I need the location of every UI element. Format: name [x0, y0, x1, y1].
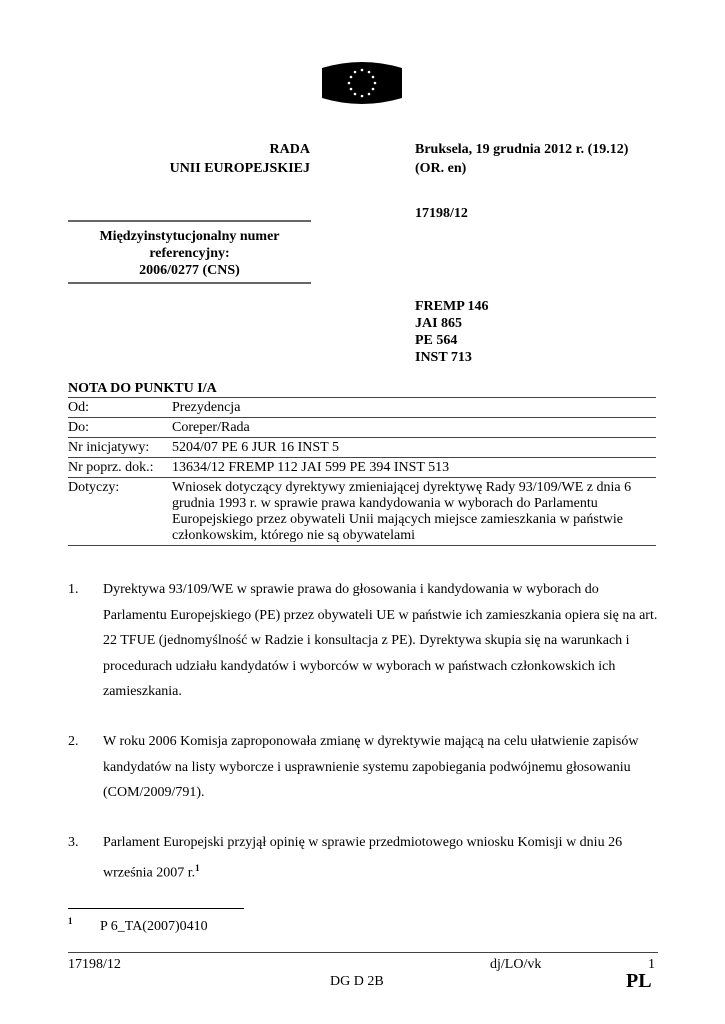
note-metadata-table [68, 397, 656, 546]
place-date: Bruksela, 19 grudnia 2012 r. (19.12) [415, 142, 629, 157]
eu-council-logo [318, 60, 406, 106]
interinst-rule-top [68, 220, 311, 222]
footnote-mark: 1 [68, 916, 73, 926]
interinst-label-1: Międzyinstytucjonalny numer [99, 229, 280, 244]
footnote [68, 916, 208, 935]
footer-doc-number: 17198/12 [68, 957, 121, 972]
interinst-label-2: referencyjny: [149, 246, 230, 261]
table-row [68, 458, 656, 478]
row-label: Dotyczy: [68, 478, 172, 546]
table-row [68, 418, 656, 438]
footer-initials: dj/LO/vk [490, 957, 542, 972]
language-code: PL [626, 970, 652, 992]
council-line-1: RADA [269, 142, 310, 157]
interinstitutional-reference [68, 228, 311, 279]
row-value: 5204/07 PE 6 JUR 16 INST 5 [172, 438, 656, 458]
interinst-rule-bottom [68, 282, 311, 284]
paragraph-number: 1. [68, 582, 79, 597]
note-title: NOTA DO PUNKTU I/A [68, 381, 217, 396]
row-value: 13634/12 FREMP 112 JAI 599 PE 394 INST 513 [172, 458, 656, 478]
original-language: (OR. en) [415, 161, 467, 176]
table-row [68, 438, 656, 458]
page-number: 1 [648, 957, 655, 972]
place-date-block [415, 140, 675, 178]
paragraph-1 [68, 577, 658, 705]
row-value: Wniosek dotyczący dyrektywy zmieniającej dyrektywę Rady 93/109/WE z dnia 6 grudnia 1993 r. w sprawie prawa kandydowania w wyborach do Parlamentu Europejskiego przez obywateli Unii mających miejsce zamieszkania w państwie członkowskim, którego nie są obywatelami [172, 478, 656, 546]
code-item: FREMP 146 [415, 299, 489, 314]
interinst-ref: 2006/0277 (CNS) [139, 263, 240, 278]
council-name [60, 140, 310, 178]
code-item: INST 713 [415, 350, 472, 365]
paragraph-text: Parlament Europejski przyjął opinię w sprawie przedmiotowego wniosku Komisji w dniu 26 września 2007 r. [103, 835, 623, 881]
paragraph-text: W roku 2006 Komisja zaproponowała zmianę w dyrektywie mającą na celu ułatwienie zapisów kandydatów na listy wyborcze i usprawnienie systemu zapobiegania podwójnemu głosowaniu (COM/2009/791). [103, 734, 639, 800]
table-row [68, 398, 656, 418]
paragraph-number: 2. [68, 734, 79, 749]
paragraph-text: Dyrektywa 93/109/WE w sprawie prawa do głosowania i kandydowania w wyborach do Parlamentu Europejskiego (PE) przez obywateli UE w państwie ich zamieszkania opiera się na art. 22 TFUE (jednomyślność w Radzie i konsultacja z PE). Dyrektywa skupia się na warunkach i procedurach udziału kandydatów i wyborców w wyborach w państwach członkowskich ich zamieszkania. [103, 582, 658, 699]
row-label: Do: [68, 418, 172, 438]
paragraph-2 [68, 729, 658, 806]
code-item: JAI 865 [415, 316, 463, 331]
table-row [68, 478, 656, 546]
paragraph-3 [68, 830, 658, 886]
row-value: Coreper/Rada [172, 418, 656, 438]
code-item: PE 564 [415, 333, 458, 348]
document-number: 17198/12 [415, 206, 468, 221]
footnote-text: P 6_TA(2007)0410 [100, 918, 208, 934]
paragraph-number: 3. [68, 835, 79, 850]
row-label: Od: [68, 398, 172, 418]
paragraph-text-wrap [103, 830, 658, 886]
row-value: Prezydencja [172, 398, 656, 418]
row-label: Nr poprz. dok.: [68, 458, 172, 478]
footnote-reference[interactable]: 1 [195, 862, 200, 873]
footer-dg: DG D 2B [330, 974, 384, 989]
document-codes [415, 298, 489, 366]
footer-rule [68, 952, 658, 953]
council-line-2: UNII EUROPEJSKIEJ [169, 161, 310, 176]
footnote-separator [68, 908, 244, 909]
row-label: Nr inicjatywy: [68, 438, 172, 458]
